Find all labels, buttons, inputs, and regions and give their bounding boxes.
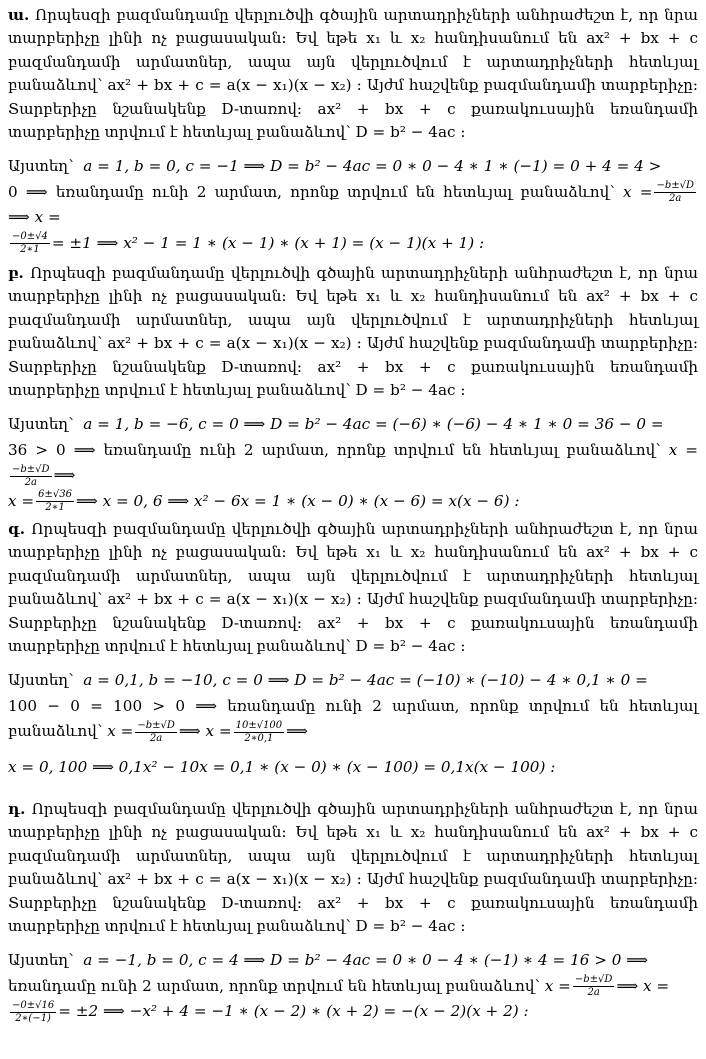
fraction-numerator: 6±√36 bbox=[38, 489, 72, 501]
section-c-theory-text: Որպեսզի բազմանդամը վերլուծվի գծային արտադրիչների անհրաժեշտ է, որ նրա տարբերիչը լինի ոչ բացասական: Եվ եթե x₁ և x₂ հանդիսանում են ax² + bx + c բազմանդամի արմատներ, ապա այն վերլուծվում է արտադրիչների հետևյալ բանաձևով՝ ax² + bx + c = a(x − x₁)(x − x₂) : Այժմ հաշվենք բազմանդամի տարբերիչը: Տարբերիչը նշանակենք D-տառով: ax² + bx + c քառակուսային եռանդամի տարբերիչը տրվում է հետևյալ բանաձևով՝ D = b² − 4ac : bbox=[8, 520, 699, 656]
section-b-root-fraction bbox=[36, 489, 74, 514]
section-c-given-word: Այստեղ՝ bbox=[8, 671, 74, 690]
section-b-line2b: ⟹ bbox=[53, 466, 76, 485]
section-a-label: ա. bbox=[8, 6, 30, 24]
section-c bbox=[8, 518, 698, 780]
fraction-denominator: 2a bbox=[149, 732, 163, 744]
section-a-given-word: Այստեղ՝ bbox=[8, 157, 74, 176]
section-a-root-fraction bbox=[10, 231, 50, 256]
fraction-numerator: −0±√4 bbox=[12, 231, 48, 243]
fraction-numerator: −b±√D bbox=[12, 463, 50, 475]
section-d-line1: a = −1, b = 0, c = 4 ⟹ D = b² − 4ac = 0 ∗ 0 − 4 ∗ (−1) ∗ 4 = 16 > 0 ⟹ bbox=[83, 951, 649, 970]
fraction-denominator: 2a bbox=[587, 987, 600, 999]
section-b-given bbox=[8, 412, 698, 438]
section-d-theory-text: Որպեսզի բազմանդամը վերլուծվի գծային արտադրիչների անհրաժեշտ է, որ նրա տարբերիչը լինի ոչ բացասական: Եվ եթե x₁ և x₂ հանդիսանում են ax² + bx + c բազմանդամի արմատներ, ապա այն վերլուծվում է արտադրիչների հետևյալ բանաձևով՝ ax² + bx + c = a(x − x₁)(x − x₂) : Այժմ հաշվենք բազմանդամի տարբերիչը: Տարբերիչը նշանակենք D-տառով: ax² + bx + c քառակուսային եռանդամի տարբերիչը տրվում է հետևյալ բանաձևով՝ D = b² − 4ac : bbox=[8, 800, 698, 936]
section-c-label: գ. bbox=[8, 520, 26, 538]
section-d-line2: եռանդամը ունի 2 արմատ, որոնք տրվում են հետևյալ բանաձևով՝ x = $\frac{-b\pm√D}{2a}$ ⟹ x = bbox=[8, 974, 670, 999]
section-a-line3 bbox=[8, 231, 698, 257]
section-b-line1: a = 1, b = −6, c = 0 ⟹ D = b² − 4ac = (−6) ∗ (−6) − 4 ∗ 1 ∗ 0 = 36 − 0 = bbox=[83, 415, 664, 434]
section-a-given bbox=[8, 154, 698, 180]
section-c-line3 bbox=[8, 755, 698, 781]
fraction-numerator: −b±√D bbox=[137, 719, 175, 731]
section-c-line1: a = 0,1, b = −10, c = 0 ⟹ D = b² − 4ac = (−10) ∗ (−10) − 4 ∗ 0,1 ∗ 0 = bbox=[83, 671, 648, 690]
section-d-given-word: Այստեղ՝ bbox=[8, 951, 74, 970]
fraction-denominator: 2∗0,1 bbox=[244, 732, 274, 744]
section-c-line2a: 100 − 0 = 100 > 0 ⟹ եռանդամը ունի 2 արմատ, որոնք տրվում են հետևյալ բանաձևով՝ bbox=[8, 696, 698, 741]
fraction-numerator: 10±√100 bbox=[235, 719, 283, 731]
section-c-result: x = 0, 100 ⟹ 0,1x² − 10x = 0,1 ∗ (x − 0) ∗ (x − 100) = 0,1x(x − 100) : bbox=[8, 757, 556, 776]
section-d-result: = ±2 ⟹ −x² + 4 = −1 ∗ (x − 2) ∗ (x + 2) = −(x − 2)(x + 2) : bbox=[58, 1002, 529, 1021]
fraction-denominator: 2∗1 bbox=[20, 244, 40, 256]
section-b-theory-text: Որպեսզի բազմանդամը վերլուծվի գծային արտադրիչների անհրաժեշտ է, որ նրա տարբերիչը լինի ոչ բացասական: Եվ եթե x₁ և x₂ հանդիսանում են ax² + bx + c բազմանդամի արմատներ, ապա այն վերլուծվում է արտադրիչների հետևյալ բանաձևով՝ ax² + bx + c = a(x − x₁)(x − x₂) : Այժմ հաշվենք բազմանդամի տարբերիչը: Տարբերիչը նշանակենք D-տառով: ax² + bx + c քառակուսային եռանդամի տարբերիչը տրվում է հետևյալ բանաձևով՝ D = b² − 4ac : bbox=[8, 264, 699, 400]
section-a-line2: 0 ⟹ եռանդամը ունի 2 արմատ, որոնք տրվում են հետևյալ բանաձևով՝ x = $\frac{-b\pm√D}{2a}$ ⟹ x = bbox=[8, 180, 694, 227]
fraction-denominator: 2∗(−1) bbox=[15, 1012, 51, 1024]
fraction-numerator: −b±√D bbox=[574, 974, 613, 986]
section-a-theory-text: Որպեսզի բազմանդամը վերլուծվի գծային արտադրիչների անհրաժեշտ է, որ նրա տարբերիչը լինի ոչ բացասական: Եվ եթե x₁ և x₂ հանդիսանում են ax² + bx + c բազմանդամի արմատներ, ապա այն վերլուծվում է արտադրիչների հետևյալ բանաձևով՝ ax² + bx + c = a(x − x₁)(x − x₂) : Այժմ հաշվենք բազմանդամի տարբերիչը: Տարբերիչը նշանակենք D-տառով: ax² + bx + c քառակուսային եռանդամի տարբերիչը տրվում է հետևյալ բանաձևով՝ D = b² − 4ac : bbox=[8, 6, 699, 142]
fraction-numerator: −b±√D bbox=[656, 180, 694, 192]
section-b-formula-fraction bbox=[10, 464, 52, 489]
section-a-line2a: 0 ⟹ եռանդամը ունի 2 արմատ, որոնք տրվում են հետևյալ բանաձևով՝ bbox=[8, 182, 615, 201]
section-d-given bbox=[8, 948, 698, 974]
section-d bbox=[8, 798, 698, 1025]
section-b bbox=[8, 262, 698, 514]
section-d-line2b: ⟹ x = bbox=[616, 976, 670, 995]
fraction-denominator: 2∗1 bbox=[45, 502, 65, 514]
section-d-line3 bbox=[8, 999, 698, 1025]
fraction-denominator: 2a bbox=[669, 193, 682, 205]
section-b-label: բ. bbox=[8, 264, 24, 282]
section-b-line3: x = $\frac{6\pm√36}{2∗1}$ ⟹ x = 0, 6 ⟹ x² − 6x = 1 ∗ (x − 0) ∗ (x − 6) = x(x − 6) : bbox=[8, 489, 520, 514]
fraction-numerator: −0±√16 bbox=[12, 999, 55, 1011]
section-b-given-word: Այստեղ՝ bbox=[8, 415, 74, 434]
section-d-theory bbox=[8, 798, 698, 938]
section-c-line2: 100 − 0 = 100 > 0 ⟹ եռանդամը ունի 2 արմատ, որոնք տրվում են հետևյալ բանաձևով՝ x = $\frac{-b\pm√D}{2a}$ ⟹ x = $\frac{10\pm√100}{2∗0,1}$ ⟹ bbox=[8, 696, 698, 744]
section-c-given bbox=[8, 668, 698, 694]
section-a-theory bbox=[8, 4, 698, 144]
section-d-label: դ. bbox=[8, 800, 26, 818]
fraction-denominator: 2a bbox=[24, 476, 37, 488]
section-a-line2b: ⟹ x = bbox=[8, 208, 61, 227]
section-b-theory bbox=[8, 262, 698, 402]
section-a-line1: a = 1, b = 0, c = −1 ⟹ D = b² − 4ac = 0 ∗ 0 − 4 ∗ 1 ∗ (−1) = 0 + 4 = 4 > bbox=[83, 157, 662, 176]
section-d-root-fraction bbox=[10, 1000, 56, 1025]
section-d-line2a: եռանդամը ունի 2 արմատ, որոնք տրվում են հետևյալ բանաձևով՝ bbox=[8, 976, 540, 995]
section-b-line2a: 36 > 0 ⟹ եռանդամը ունի 2 արմատ, որոնք տրվում են հետևյալ բանաձևով՝ bbox=[8, 440, 661, 459]
section-c-line2b: ⟹ x = bbox=[178, 722, 232, 741]
section-a-result: = ±1 ⟹ x² − 1 = 1 ∗ (x − 1) ∗ (x + 1) = (x − 1)(x + 1) : bbox=[51, 233, 485, 252]
section-a bbox=[8, 4, 698, 256]
section-c-formula-fraction bbox=[135, 720, 177, 745]
section-c-theory bbox=[8, 518, 698, 658]
section-c-root-fraction bbox=[234, 720, 285, 745]
section-b-result: ⟹ x = 0, 6 ⟹ x² − 6x = 1 ∗ (x − 0) ∗ (x − 6) = x(x − 6) : bbox=[75, 491, 520, 510]
section-d-formula-fraction bbox=[573, 974, 615, 999]
section-b-line2: 36 > 0 ⟹ եռանդամը ունի 2 արմատ, որոնք տրվում են հետևյալ բանաձևով՝ x = $\frac{-b\pm√D}{2a}$ ⟹ bbox=[8, 440, 699, 488]
section-a-formula-fraction bbox=[654, 180, 696, 205]
